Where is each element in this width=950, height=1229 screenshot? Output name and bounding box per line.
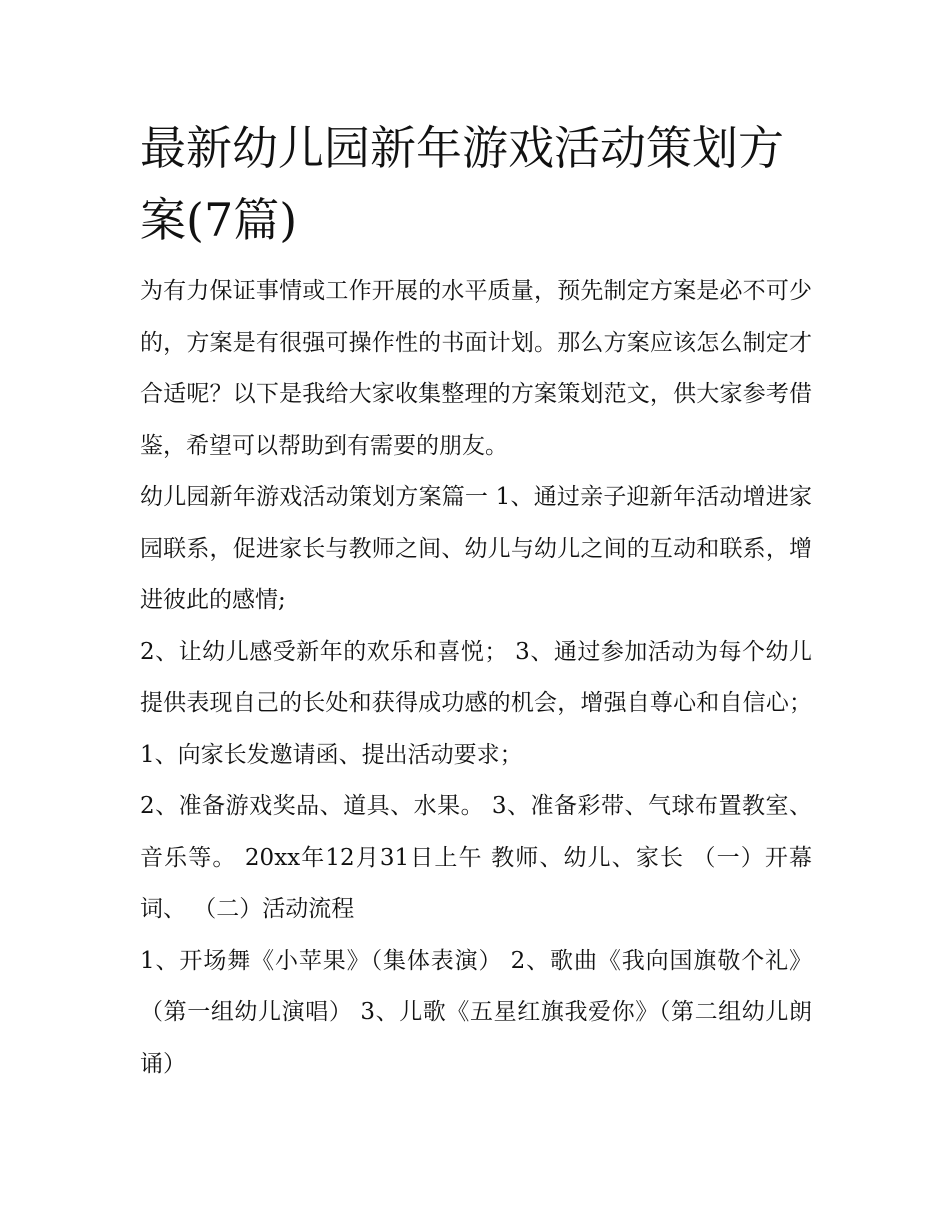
- paragraph-3: 2、准备游戏奖品、道具、水果。 3、准备彩带、气球布置教室、音乐等。 20xx年12月31日上午 教师、幼儿、家长 （一）开幕词、 （二）活动流程: [140, 793, 812, 922]
- paragraph-4: 1、开场舞《小苹果》（集体表演） 2、歌曲《我向国旗敬个礼》（第一组幼儿演唱） 3、儿歌《五星红旗我爱你》（第二组幼儿朗诵）: [140, 947, 812, 1077]
- document-page: [140, 112, 812, 1090]
- paragraph-intro: 为有力保证事情或工作开展的水平质量，预先制定方案是必不可少的，方案是有很强可操作性的书面计划。那么方案应该怎么制定才合适呢？以下是我给大家收集整理的方案策划范文，供大家参考借鉴，希望可以帮助到有需要的朋友。: [140, 278, 812, 459]
- paragraph-1: 幼儿园新年游戏活动策划方案篇一 1、通过亲子迎新年活动增进家园联系，促进家长与教师之间、幼儿与幼儿之间的互动和联系，增进彼此的感情;: [140, 484, 812, 613]
- paragraph-2: 2、让幼儿感受新年的欢乐和喜悦； 3、通过参加活动为每个幼儿提供表现自己的长处和获得成功感的机会，增强自尊心和自信心； 1、向家长发邀请函、提出活动要求；: [140, 638, 812, 768]
- document-title: 最新幼儿园新年游戏活动策划方案(7篇): [140, 121, 784, 247]
